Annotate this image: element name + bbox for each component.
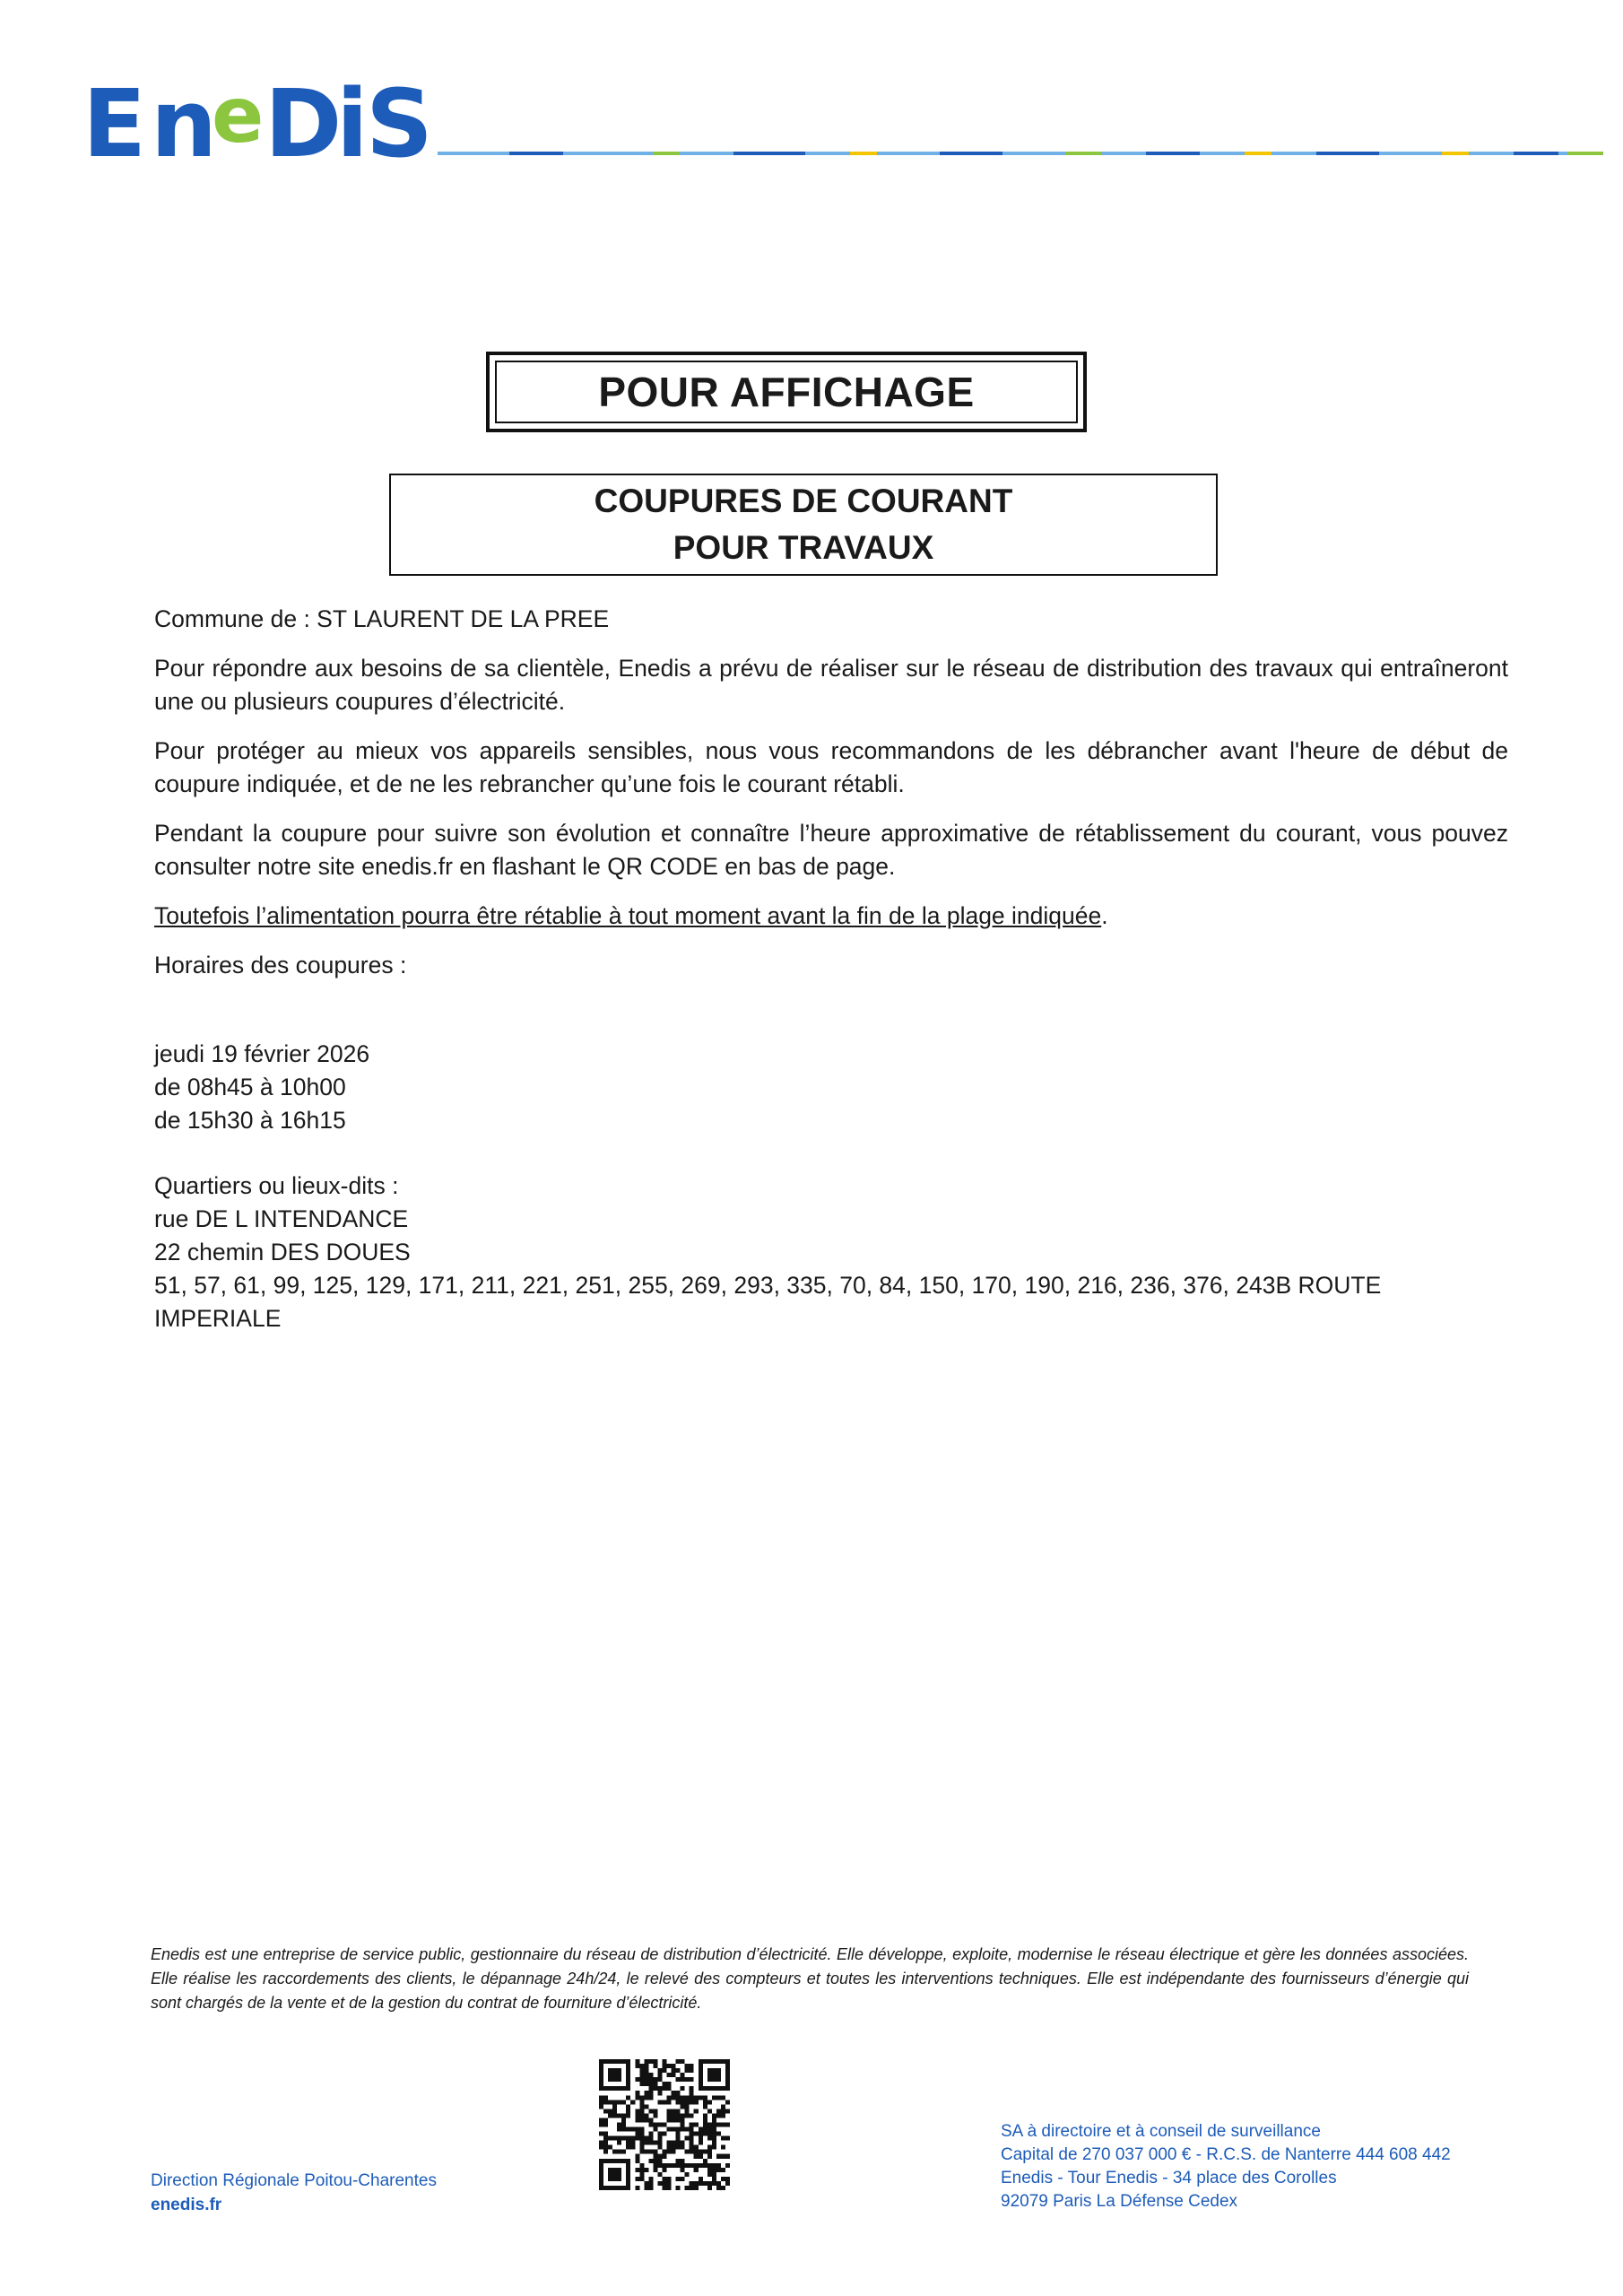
protection-paragraph: Pour protéger au mieux vos appareils sensibles, nous vous recommandons de les débrancher avant l'heure de début de coupure indiquée, et de ne les rebrancher qu’une fois le courant rétabli. [154,737,1508,797]
svg-text:S: S [366,70,433,169]
header-rule [438,151,1603,156]
company-line: 92079 Paris La Défense Cedex [1001,2192,1238,2211]
horaires-label: Horaires des coupures : [154,952,407,978]
svg-text:n: n [151,70,218,169]
direction-block [151,2169,437,2217]
tracking-paragraph: Pendant la coupure pour suivre son évolution et connaître l’heure approximative de rétablissement du courant, vous pouvez consulter notre site enedis.fr en flashant le QR CODE en bas de page. [154,820,1508,880]
company-info [1001,2120,1451,2213]
coupures-title-line1: COUPURES DE COURANT [594,483,1013,519]
direction-name: Direction Régionale Poitou-Charentes [151,2171,437,2190]
pour-affichage-title: POUR AFFICHAGE [598,369,975,415]
commune-line: Commune de : ST LAURENT DE LA PREE [154,605,610,632]
company-line: Enedis - Tour Enedis - 34 place des Corolles [1001,2169,1337,2187]
pour-affichage-box [486,352,1087,432]
svg-text:e: e [212,71,265,161]
coupures-title-line2: POUR TRAVAUX [673,529,934,566]
restoration-note-text: Toutefois l’alimentation pourra être rétablie à tout moment avant la fin de la plage indiquée [154,902,1102,929]
quartier-item: 22 chemin DES DOUES [154,1239,411,1265]
enedis-logo-icon [81,70,439,169]
restoration-note [154,900,1508,933]
outage-date: jeudi 19 février 2026 [154,1040,370,1067]
svg-text:E: E [82,70,149,169]
qr-code[interactable] [599,2059,730,2190]
svg-text:i: i [336,70,369,169]
quartiers-label: Quartiers ou lieux-dits : [154,1172,399,1199]
outage-slot: de 15h30 à 16h15 [154,1107,346,1134]
qr-code-icon[interactable] [599,2059,730,2190]
quartier-item: 51, 57, 61, 99, 125, 129, 171, 211, 221, 251, 255, 269, 293, 335, 70, 84, 150, 170, 190, 216, 236, 376, 243B ROUTE IMPERIALE [154,1272,1382,1332]
company-line: SA à directoire et à conseil de surveillance [1001,2122,1321,2141]
quartier-item: rue DE L INTENDANCE [154,1205,409,1232]
website-link[interactable]: enedis.fr [151,2196,222,2214]
company-line: Capital de 270 037 000 € - R.C.S. de Nanterre 444 608 442 [1001,2145,1451,2164]
outage-slot: de 08h45 à 10h00 [154,1074,346,1100]
coupures-title-box [389,474,1218,576]
restoration-note-end: . [1101,902,1108,929]
enedis-logo [81,70,439,169]
svg-text:D: D [265,70,343,169]
intro-paragraph: Pour répondre aux besoins de sa clientèle, Enedis a prévu de réaliser sur le réseau de distribution des travaux qui entraîneront une ou plusieurs coupures d’électricité. [154,655,1508,715]
notice-body [154,603,1508,1335]
legal-notice: Enedis est une entreprise de service public, gestionnaire du réseau de distribution d’électricité. Elle développe, exploite, modernise le réseau électrique et gère les données associées. Elle réalise les raccordements des clients, le dépannage 24h/24, le relevé des compteurs et toutes les interventions techniques. Elle est indépendante des fournisseurs d’énergie qui sont chargés de la vente et de la gestion du contrat de fourniture d’électricité. [151,1945,1469,2012]
